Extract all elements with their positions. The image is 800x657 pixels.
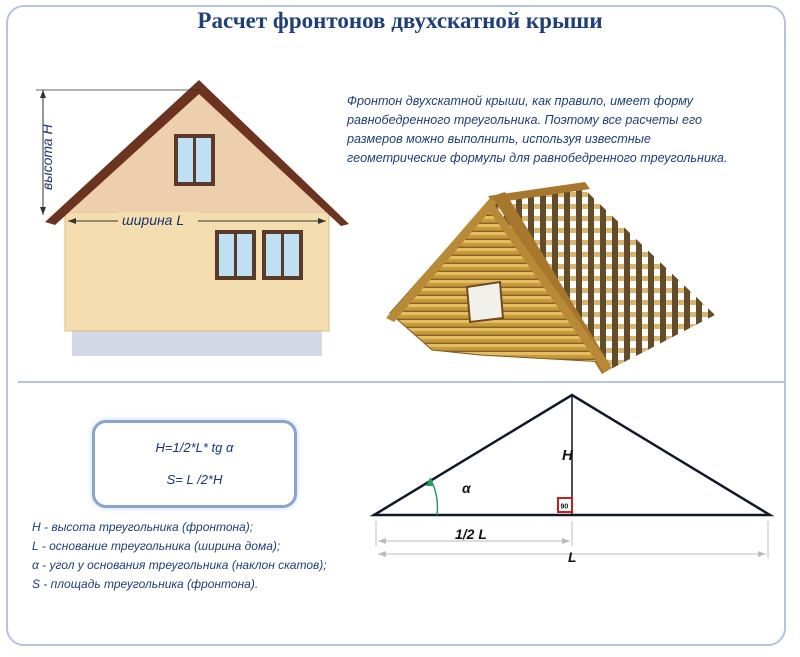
half-base-label: 1/2 L <box>455 526 487 542</box>
page-title: Расчет фронтонов двухскатной крыши <box>197 8 603 33</box>
description-line: размеров можно выполнить, используя известные <box>347 132 651 146</box>
area-formula: S= L /2*H <box>166 472 223 487</box>
half-base-arrow-right <box>562 538 570 544</box>
height-formula: H=1/2*L* tg α <box>155 440 234 455</box>
house-width-label: ширина L <box>122 212 185 228</box>
triangle-height-label: H <box>562 447 573 464</box>
base-arrow-right <box>758 551 766 557</box>
description-line: равнобедренного треугольника. Поэтому все расчеты его <box>347 113 703 127</box>
legend-item: α - угол у основания треугольника (наклон скатов); <box>32 558 327 572</box>
right-angle-label: 90 <box>560 503 569 511</box>
half-base-arrow-left <box>378 538 386 544</box>
legend-item: H - высота треугольника (фронтона); <box>32 520 254 534</box>
base-arrow-left <box>378 551 386 557</box>
legend-item: L - основание треугольника (ширина дома); <box>32 539 281 553</box>
description-line: геометрические формулы для равнобедренного треугольника. <box>347 151 728 165</box>
description-line: Фронтон двухскатной крыши, как правило, имеет форму <box>347 94 693 108</box>
alpha-label: α <box>462 480 471 496</box>
base-label: L <box>568 549 577 565</box>
legend-item: S - площадь треугольника (фронтона). <box>32 577 259 591</box>
house-height-label: высота H <box>39 124 55 190</box>
